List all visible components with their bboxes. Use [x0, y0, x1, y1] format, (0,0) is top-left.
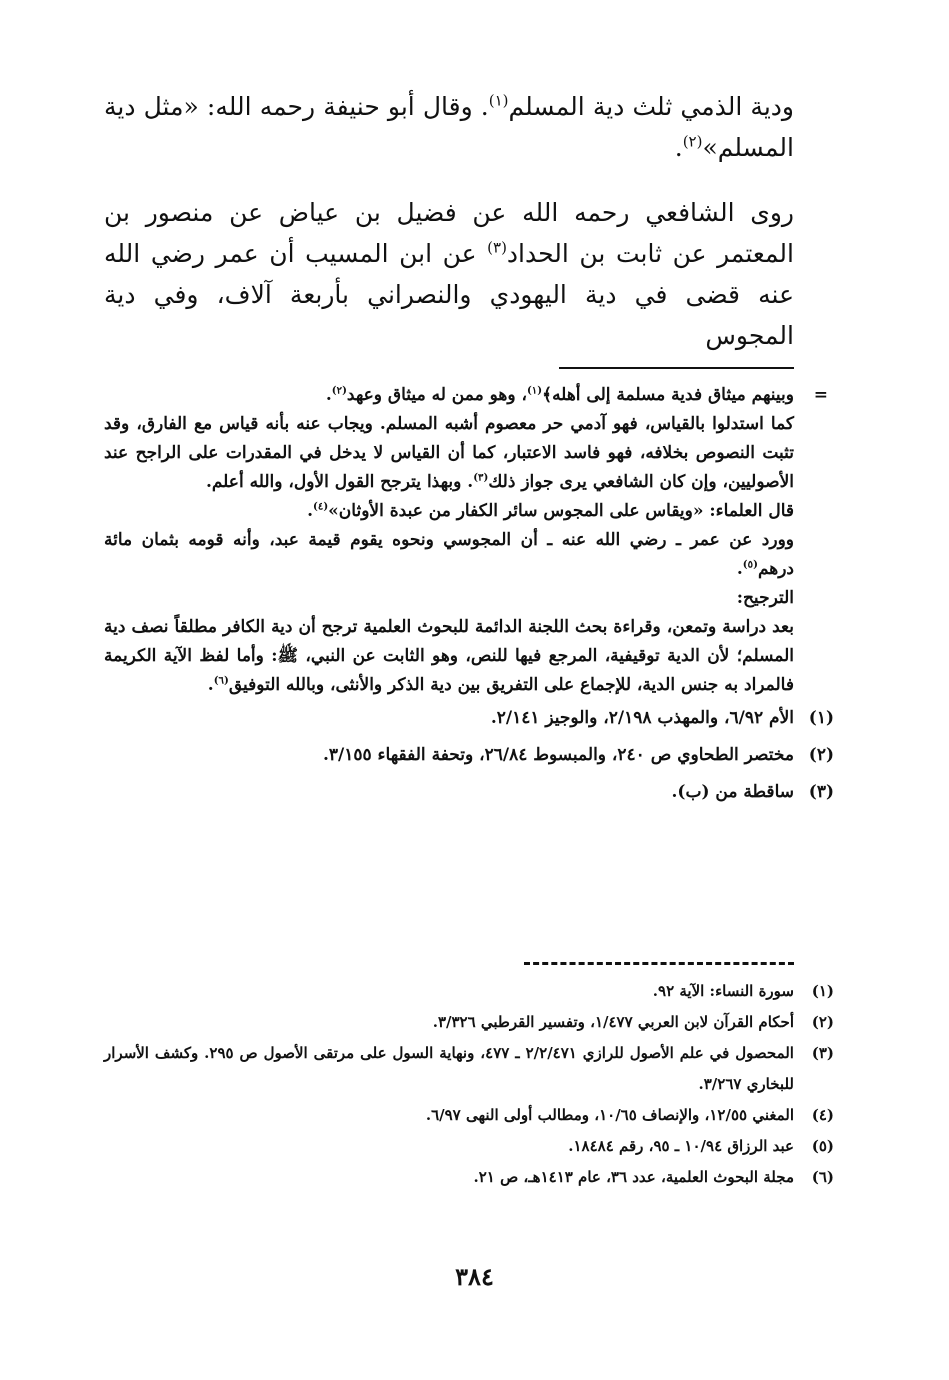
footnote-text: ساقطة من (ب). — [671, 782, 794, 802]
footnote-ref[interactable]: (٦) — [213, 674, 229, 687]
page-number: ٣٨٤ — [455, 1262, 494, 1291]
text-run: . — [736, 559, 743, 579]
text-run: بعد دراسة وتمعن، وقراءة بحث اللجنة الدائمة للبحوث العلمية ترجح أن دية الكافر مطلقاً نصف دية المسلم؛ لأن الدية توقيفية، المرجع فيها للنص، وهو الثابت عن النبي، ﷺ: وأما لفظ الآية الكريمة فالمراد به جنس الدية، للإجماع على التفريق بين دية الذكر والأنثى، وبالله التوفيق — [104, 617, 794, 695]
footnote-item — [104, 1100, 834, 1131]
footnote-ref[interactable]: (١) — [526, 384, 543, 397]
footnote-ref[interactable]: (٣) — [487, 238, 507, 257]
footnote-line — [104, 381, 828, 410]
text-run: كما استدلوا بالقياس، فهو آدمي حر معصوم أشبه المسلم. ويجاب عنه بأنه قياس مع الفارق، وقد تثبت النصوص بخلافه، فهو فاسد الاعتبار، كما أن القياس لا يدخل في المقدرات على الراجح عند الأصوليين، وإن كان الشافعي يرى جواز ذلك — [104, 414, 795, 492]
footnote-ref[interactable]: (٣) — [473, 471, 489, 484]
footnote-number: (٢) — [811, 1013, 834, 1031]
footnote-number: (٥) — [811, 1137, 834, 1155]
footnote-line — [104, 410, 794, 497]
footnote-number: (٢) — [808, 745, 834, 765]
footnote-item — [104, 1162, 834, 1193]
footnote-text: سورة النساء: الآية ٩٢. — [652, 982, 794, 1000]
footnote-number: (٦) — [811, 1168, 834, 1186]
footnote-text: مختصر الطحاوي ص ٢٤٠، والمبسوط ٢٦/٨٤، وتحفة الفقهاء ٣/١٥٥. — [322, 745, 794, 765]
footnote-number: (٣) — [811, 1044, 834, 1062]
footnote-number: (١) — [811, 982, 834, 1000]
text-run: . وقال أبو حنيفة رحمه الله: «مثل دية المسلم» — [104, 92, 794, 162]
footnote-item — [104, 774, 834, 811]
main-paragraph-2 — [104, 192, 794, 356]
main-paragraph-1 — [104, 86, 794, 168]
footnote-line — [104, 613, 794, 700]
footnotes-top — [104, 381, 834, 811]
text-run: . — [674, 133, 683, 162]
text-run: . — [325, 385, 332, 405]
footnote-number: (٤) — [811, 1106, 834, 1124]
footnote-text: عبد الرزاق ١٠/٩٤ ـ ٩٥، رقم ١٨٤٨٤. — [568, 1137, 794, 1155]
text-run: وبينهم ميثاق فدية مسلمة إلى أهله﴾ — [542, 385, 794, 405]
footnote-item — [104, 700, 834, 737]
footnote-item — [104, 1038, 834, 1100]
footnote-text: المغني ١٢/٥٥، والإنصاف ١٠/٦٥، ومطالب أولى النهى ٦/٩٧. — [425, 1106, 794, 1124]
text-run: . وبهذا يترجح القول الأول، والله أعلم. — [205, 472, 474, 492]
text-run: . — [207, 675, 214, 695]
footnote-item — [104, 976, 834, 1007]
text-run: عن ابن المسيب أن عمر رضي الله عنه قضى في دية اليهودي والنصراني بأربعة آلاف، وفي دية المجوس — [104, 239, 794, 350]
footnote-ref[interactable]: (٢) — [682, 132, 703, 151]
footnote-ref[interactable]: (٥) — [742, 558, 758, 571]
footnote-ref[interactable]: (١) — [488, 91, 509, 110]
footnote-separator-dashed — [524, 962, 794, 965]
footnote-line — [104, 526, 794, 584]
text-run: ودية الذمي ثلث دية المسلم — [508, 92, 794, 121]
footnote-number: (٣) — [808, 782, 834, 802]
footnote-item — [104, 1131, 834, 1162]
text-run: روى الشافعي رحمه الله عن فضيل بن عياض عن منصور بن المعتمر عن ثابت بن الحداد — [104, 198, 794, 268]
footnote-text: المحصول في علم الأصول للرازي ٢/٢/٤٧١ ـ ٤٧٧، ونهاية السول على مرتقى الأصول ص ٢٩٥. وكشف الأسرار للبخاري ٣/٢٦٧. — [104, 1044, 794, 1093]
footnote-number: (١) — [808, 708, 834, 728]
footnote-text: مجلة البحوث العلمية، عدد ٣٦، عام ١٤١٣هـ، ص ٢١. — [473, 1168, 794, 1186]
text-run: ، وهو ممن له ميثاق وعهد — [346, 385, 527, 405]
footnote-ref[interactable]: (٤) — [313, 500, 329, 513]
main-text — [104, 86, 794, 356]
text-run: . — [307, 501, 314, 521]
footnote-separator — [559, 367, 794, 369]
footnote-text: الأم ٦/٩٢، والمهذب ٢/١٩٨، والوجيز ٢/١٤١. — [490, 708, 794, 728]
text-run: وورد عن عمر ـ رضي الله عنه ـ أن المجوسي ونحوه يقوم قيمة عبد، وأنه قومه بثمان مائة درهم — [104, 530, 794, 579]
footnote-text: أحكام القرآن لابن العربي ١/٤٧٧، وتفسير القرطبي ٣/٣٢٦. — [432, 1013, 794, 1031]
continuation-mark: = — [813, 385, 828, 405]
footnote-item — [104, 737, 834, 774]
section-heading: الترجيح: — [736, 588, 794, 608]
text-run: قال العلماء: «ويقاس على المجوس سائر الكفار من عبدة الأوثان» — [328, 501, 794, 521]
footnote-item — [104, 1007, 834, 1038]
footnote-ref[interactable]: (٢) — [331, 384, 347, 397]
footnote-line — [104, 497, 794, 526]
footnotes-bottom — [104, 976, 834, 1193]
